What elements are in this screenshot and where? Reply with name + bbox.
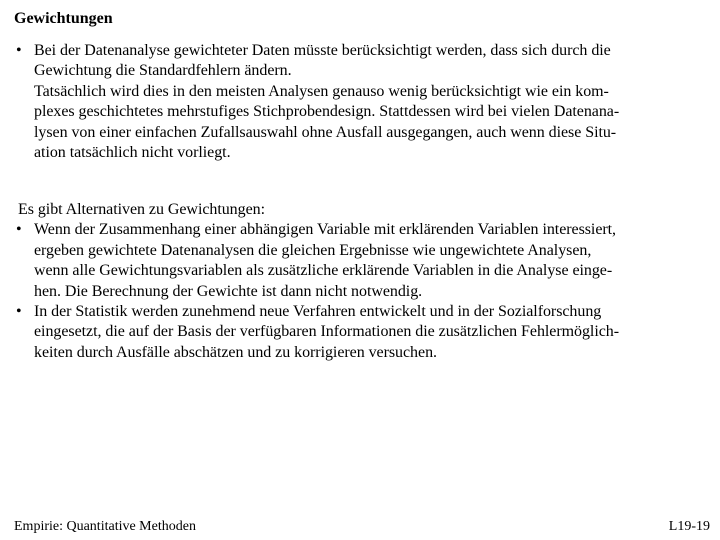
bullet-line [14, 220, 704, 240]
bullet-line [14, 302, 704, 322]
slide-title: Gewichtungen [14, 10, 113, 27]
bullet-line: ergeben gewichtete Datenanalysen die gleichen Ergebnisse wie ungewichtete Analysen, [34, 241, 592, 259]
bullet-line: Gewichtung die Standardfehlern ändern. [34, 62, 292, 80]
text-block-2 [14, 200, 704, 363]
bullet-line: hen. Die Berechnung der Gewichte ist dann nicht notwendig. [34, 282, 423, 300]
bullet-line: keiten durch Ausfälle abschätzen und zu korrigieren versuchen. [34, 343, 437, 361]
text-block-1 [14, 41, 704, 163]
footer-page-number: L19-19 [668, 519, 710, 534]
bullet-line: Tatsächlich wird dies in den meisten Analysen genauso wenig berücksichtigt wie ein kom- [34, 82, 609, 100]
bullet-icon: • [16, 221, 22, 239]
bullet-text: In der Statistik werden zunehmend neue Verfahren entwickelt und in der Sozialforschung [34, 302, 602, 320]
bullet-line [14, 41, 704, 61]
intro-line: Es gibt Alternativen zu Gewichtungen: [18, 201, 265, 218]
bullet-text: Wenn der Zusammenhang einer abhängigen Variable mit erklärenden Variablen interessiert, [34, 221, 616, 239]
bullet-line: lysen von einer einfachen Zufallsauswahl ohne Ausfall ausgegangen, auch wenn diese Situ- [34, 123, 617, 141]
bullet-line: plexes geschichtetes mehrstufiges Stichprobendesign. Stattdessen wird bei vielen Datenana- [34, 103, 620, 121]
bullet-icon: • [16, 302, 22, 320]
footer-course-title: Empirie: Quantitative Methoden [14, 519, 196, 534]
bullet-line: wenn alle Gewichtungsvariablen als zusätzliche erklärende Variablen in die Analyse einge- [34, 262, 613, 280]
bullet-line: ation tatsächlich nicht vorliegt. [34, 143, 231, 161]
bullet-icon: • [16, 42, 22, 59]
bullet-text: Bei der Datenanalyse gewichteter Daten müsste berücksichtigt werden, dass sich durch die [34, 42, 611, 59]
bullet-line: eingesetzt, die auf der Basis der verfügbaren Informationen die zusätzlichen Fehlermöglich- [34, 323, 619, 341]
